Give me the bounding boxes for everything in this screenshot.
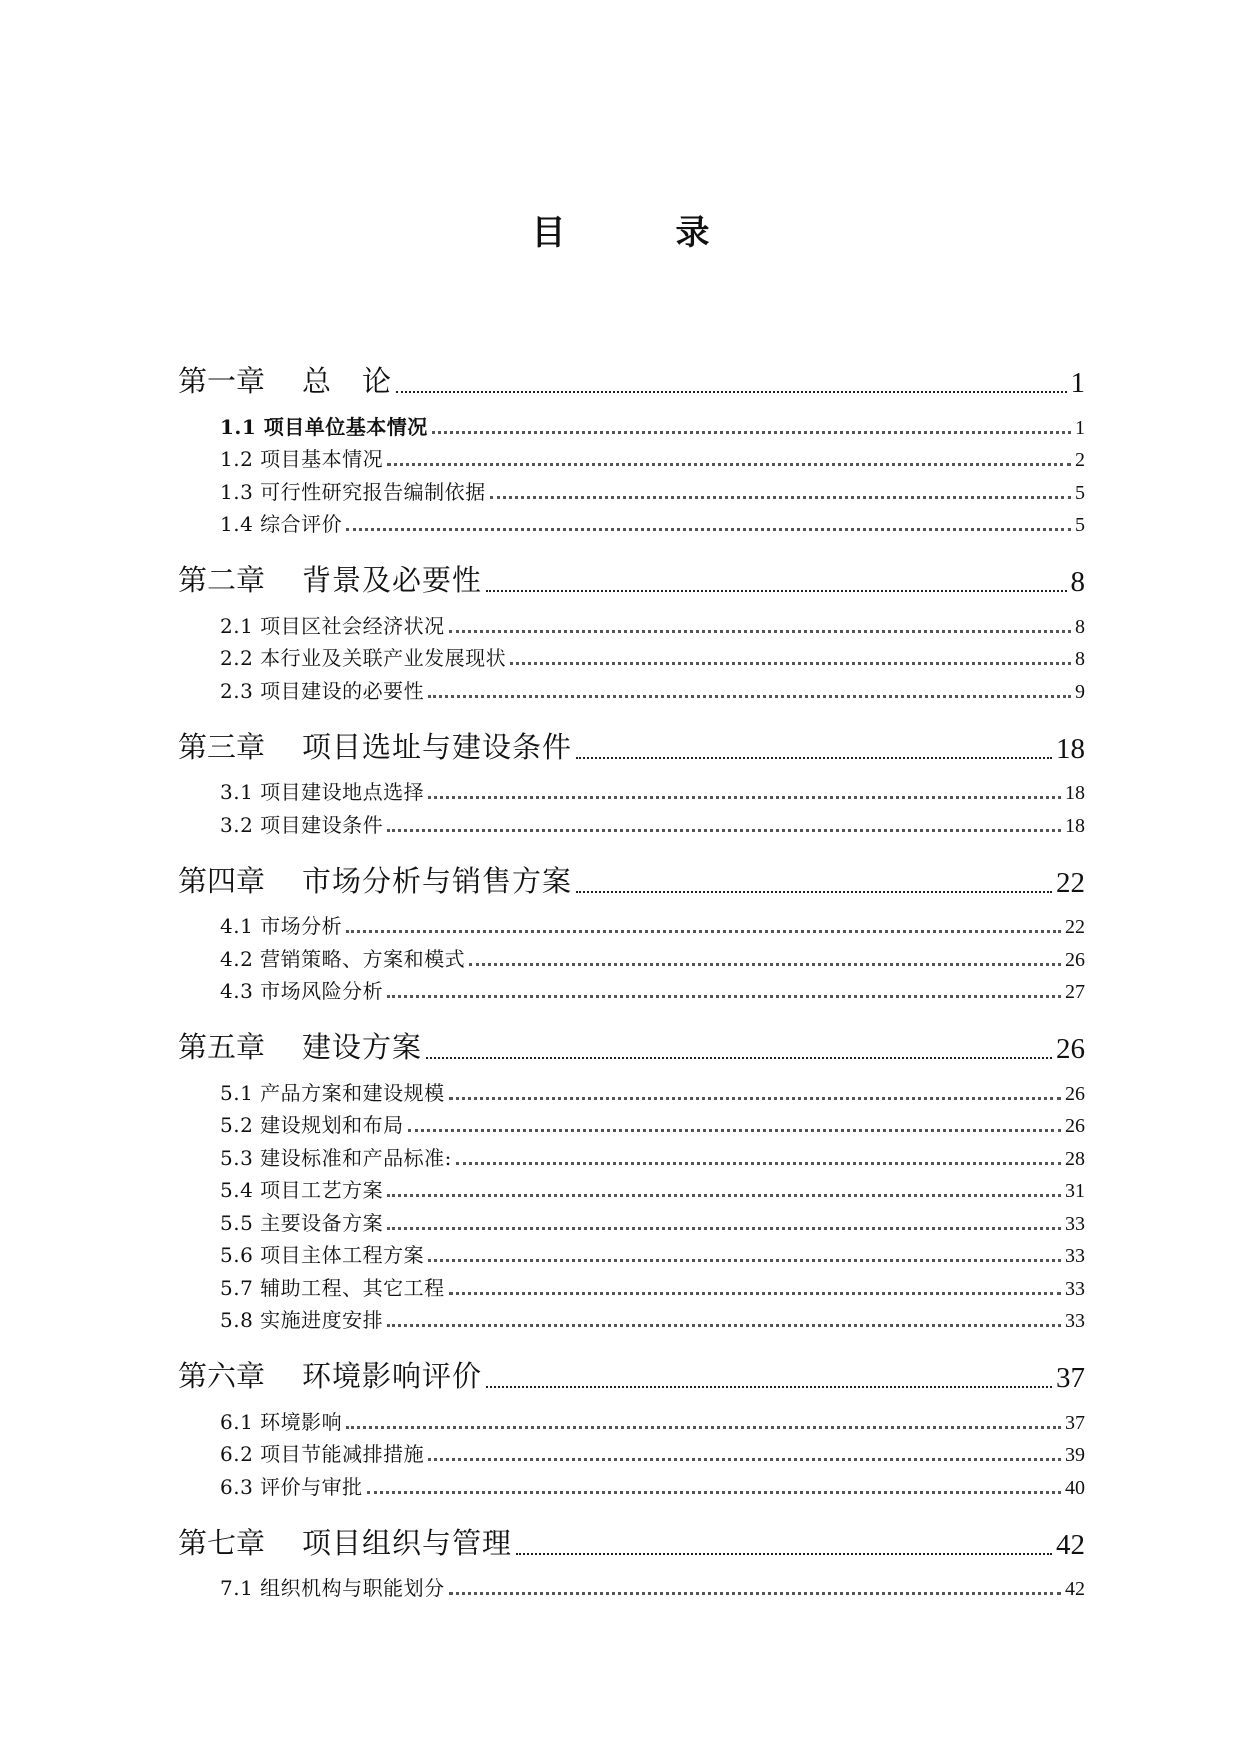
section-label: 5.8 实施进度安排: [220, 1308, 384, 1332]
section-page-number: 26: [1065, 948, 1085, 971]
toc-chapter-entry[interactable]: [178, 1514, 1085, 1562]
dot-leader: [408, 1129, 1061, 1132]
section-page-number: 33: [1065, 1212, 1085, 1235]
section-label: 5.2 建设规划和布局: [220, 1113, 404, 1137]
chapter-page-number: 37: [1056, 1362, 1085, 1394]
chapter-number: 第二章: [178, 563, 266, 597]
section-page-number: 28: [1065, 1147, 1085, 1170]
dot-leader: [432, 431, 1071, 434]
section-page-number: 33: [1065, 1245, 1085, 1267]
section-page-number: 18: [1065, 814, 1085, 837]
dot-leader: [576, 757, 1052, 759]
dot-leader: [428, 1458, 1061, 1461]
section-label: 2.3 项目建设的必要性: [220, 678, 425, 703]
section-label: 1.2 项目基本情况: [220, 447, 384, 471]
dot-leader: [490, 496, 1071, 499]
section-page-number: 2: [1075, 449, 1085, 471]
toc-section-entry[interactable]: [178, 1301, 1085, 1334]
chapter-title: 项目选址与建设条件: [302, 729, 573, 764]
chapter-title: 总 论: [302, 364, 393, 398]
chapter-number: 第六章: [178, 1359, 266, 1393]
dot-leader: [449, 630, 1071, 633]
toc-section-entry[interactable]: [178, 1435, 1085, 1468]
toc-chapter-entry[interactable]: [178, 1347, 1085, 1395]
chapter-page-number: 1: [1070, 367, 1085, 399]
dot-leader: [346, 930, 1061, 933]
section-page-number: 37: [1065, 1411, 1085, 1434]
chapter-title: 项目组织与管理: [302, 1525, 513, 1560]
toc-section-entry[interactable]: [178, 805, 1085, 838]
section-page-number: 9: [1075, 680, 1085, 703]
section-page-number: 18: [1065, 782, 1085, 804]
dot-leader: [449, 1097, 1061, 1100]
chapter-page-number: 42: [1056, 1528, 1085, 1561]
dot-leader: [346, 1426, 1061, 1429]
section-label: 5.4 项目工艺方案: [220, 1178, 384, 1202]
section-label: 6.3 评价与审批: [220, 1474, 363, 1499]
section-label: 4.1 市场分析: [220, 914, 343, 938]
section-page-number: 5: [1075, 514, 1085, 536]
dot-leader: [576, 891, 1052, 893]
toc-section-entry[interactable]: [178, 472, 1085, 505]
toc-section-entry[interactable]: [178, 671, 1085, 704]
chapter-title: 背景及必要性: [302, 563, 483, 597]
section-page-number: 33: [1065, 1310, 1085, 1332]
chapter-title: 市场分析与销售方案: [302, 863, 573, 898]
section-page-number: 31: [1065, 1180, 1085, 1202]
toc-section-entry[interactable]: [178, 1073, 1085, 1106]
chapter-page-number: 22: [1056, 866, 1085, 899]
section-label: 3.1 项目建设地点选择: [220, 780, 425, 804]
section-page-number: 40: [1065, 1476, 1085, 1499]
toc-section-entry[interactable]: [178, 773, 1085, 806]
chapter-page-number: 8: [1070, 566, 1085, 598]
dot-leader: [428, 796, 1061, 799]
dot-leader: [367, 1491, 1061, 1494]
section-label: 1.4 综合评价: [220, 512, 343, 536]
section-page-number: 33: [1065, 1277, 1085, 1300]
dot-leader: [346, 528, 1071, 531]
section-page-number: 26: [1065, 1082, 1085, 1105]
toc-section-entry[interactable]: [178, 440, 1085, 473]
toc-section-entry[interactable]: [178, 505, 1085, 538]
toc-section-entry[interactable]: [178, 1171, 1085, 1204]
table-of-contents: [178, 352, 1085, 1601]
dot-leader: [486, 1386, 1052, 1388]
dot-leader: [428, 695, 1071, 698]
toc-section-entry[interactable]: [178, 639, 1085, 672]
toc-chapter-entry[interactable]: [178, 352, 1085, 400]
toc-section-entry[interactable]: [178, 907, 1085, 940]
dot-leader: [426, 1057, 1052, 1059]
toc-section-entry[interactable]: [178, 1467, 1085, 1500]
page-title: 目 录: [531, 213, 748, 253]
dot-leader: [387, 1324, 1061, 1327]
chapter-number: 第五章: [178, 1030, 266, 1064]
dot-leader: [449, 1292, 1061, 1295]
toc-section-entry[interactable]: [178, 606, 1085, 639]
dot-leader: [387, 1194, 1061, 1197]
chapter-number: 第三章: [178, 729, 266, 764]
section-label: 2.1 项目区社会经济状况: [220, 613, 445, 638]
section-label: 5.7 辅助工程、其它工程: [220, 1275, 445, 1300]
section-label: 2.2 本行业及关联产业发展现状: [220, 646, 507, 670]
dot-leader: [387, 1227, 1061, 1230]
chapter-title: 建设方案: [302, 1030, 423, 1064]
dot-leader: [510, 662, 1071, 665]
section-page-number: 8: [1075, 648, 1085, 670]
dot-leader: [456, 1162, 1061, 1165]
toc-section-entry[interactable]: [178, 939, 1085, 972]
section-label: 5.6 项目主体工程方案: [220, 1243, 425, 1267]
section-label: 5.5 主要设备方案: [220, 1210, 384, 1235]
toc-section-entry[interactable]: [178, 1138, 1085, 1171]
chapter-number: 第一章: [178, 364, 266, 398]
chapter-number: 第四章: [178, 863, 266, 898]
toc-section-entry[interactable]: [178, 972, 1085, 1005]
toc-chapter-entry[interactable]: [178, 718, 1085, 766]
dot-leader: [516, 1553, 1052, 1555]
dot-leader: [387, 463, 1071, 466]
toc-section-entry[interactable]: [178, 1106, 1085, 1139]
dot-leader: [469, 963, 1061, 966]
dot-leader: [387, 829, 1061, 832]
section-label: 4.3 市场风险分析: [220, 979, 384, 1003]
section-page-number: 39: [1065, 1444, 1085, 1466]
dot-leader: [396, 391, 1066, 393]
section-page-number: 1: [1075, 416, 1085, 439]
toc-chapter-entry[interactable]: [178, 852, 1085, 900]
dot-leader: [449, 1592, 1061, 1595]
section-page-number: 5: [1075, 481, 1085, 504]
dot-leader: [428, 1259, 1061, 1262]
section-label: 4.2 营销策略、方案和模式: [220, 946, 466, 971]
section-label: 5.1 产品方案和建设规模: [220, 1080, 445, 1105]
section-label: 1.3 可行性研究报告编制依据: [220, 479, 486, 504]
chapter-page-number: 26: [1056, 1033, 1085, 1065]
section-page-number: 22: [1065, 916, 1085, 938]
section-page-number: 42: [1065, 1578, 1085, 1600]
section-page-number: 8: [1075, 615, 1085, 638]
section-label: 3.2 项目建设条件: [220, 812, 384, 837]
section-label: 6.1 环境影响: [220, 1409, 343, 1434]
toc-section-entry[interactable]: [178, 1569, 1085, 1602]
dot-leader: [486, 590, 1066, 592]
section-label: 5.3 建设标准和产品标准:: [220, 1145, 452, 1170]
toc-chapter-entry[interactable]: [178, 1018, 1085, 1066]
dot-leader: [387, 995, 1061, 998]
chapter-number: 第七章: [178, 1525, 266, 1560]
toc-section-entry[interactable]: [178, 1236, 1085, 1269]
chapter-title: 环境影响评价: [302, 1359, 483, 1393]
section-label: 6.2 项目节能减排措施: [220, 1442, 425, 1466]
section-label: 7.1 组织机构与职能划分: [220, 1576, 445, 1600]
chapter-page-number: 18: [1056, 732, 1085, 765]
toc-section-entry[interactable]: [178, 407, 1085, 440]
section-page-number: 26: [1065, 1115, 1085, 1137]
toc-chapter-entry[interactable]: [178, 551, 1085, 599]
section-label: 1.1 项目单位基本情况: [220, 414, 428, 439]
toc-section-entry[interactable]: [178, 1402, 1085, 1435]
section-page-number: 27: [1065, 981, 1085, 1003]
toc-section-entry[interactable]: [178, 1268, 1085, 1301]
toc-section-entry[interactable]: [178, 1203, 1085, 1236]
